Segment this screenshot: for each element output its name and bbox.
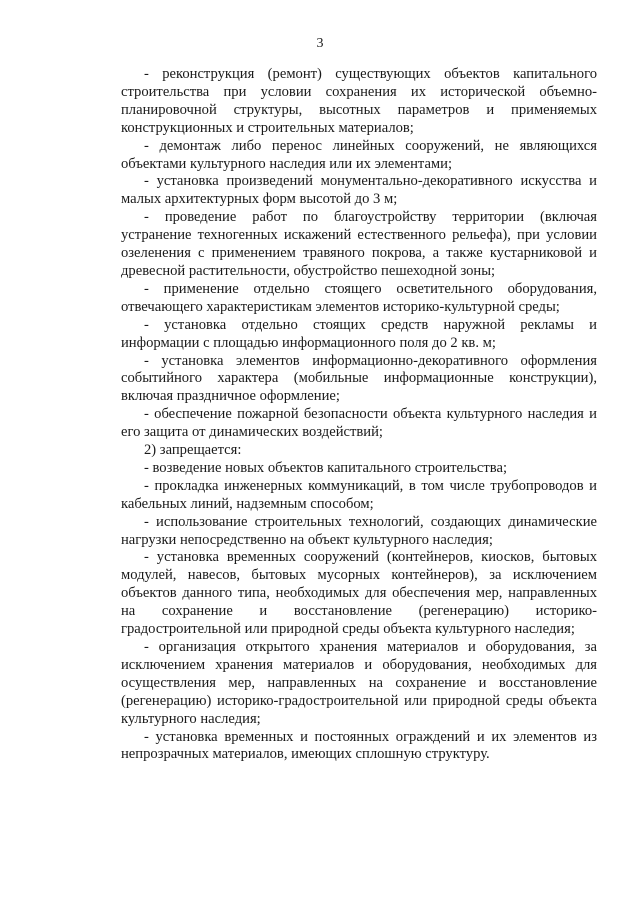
- page-number: 3: [316, 36, 324, 51]
- paragraph-new-construction: - возведение новых объектов капитального строительства;: [144, 459, 508, 476]
- paragraph-fire-safety: - обеспечение пожарной безопасности объекта культурного наследия и его защита от динамических воздействий;: [121, 406, 597, 441]
- paragraph-reconstruction: - реконструкция (ремонт) существующих объектов капитального строительства при условии сохранения их исторической объемно-планировочной структуры, высотных параметров и применяемых конструкционных и строительных материалов;: [121, 66, 597, 136]
- paragraph-dismantling: - демонтаж либо перенос линейных сооружений, не являющихся объектами культурного наследия или их элементами;: [121, 137, 597, 172]
- paragraph-temporary-structures: - установка временных сооружений (контейнеров, киосков, бытовых модулей, навесов, бытовых мусорных контейнеров), за исключением объектов данного типа, необходимых для обеспечения мер, направленных на сохранение и восстановление (регенерацию) историко-градостроительной или природной среды объекта культурного наследия;: [121, 549, 597, 638]
- paragraph-open-storage: - организация открытого хранения материалов и оборудования, за исключением хранения материалов и оборудования, необходимых для осуществления мер, направленных на сохранение и восстановление (регенерацию) историко-градостроительной или природной среды объекта культурного наследия;: [121, 639, 597, 727]
- paragraph-advertising: - установка отдельно стоящих средств наружной рекламы и информации с площадью информационного поля до 2 кв. м;: [121, 316, 597, 351]
- paragraph-fences: - установка временных и постоянных ограждений и их элементов из непрозрачных материалов, имеющих сплошную структуру.: [121, 728, 597, 763]
- paragraph-utilities: - прокладка инженерных коммуникаций, в том числе трубопроводов и кабельных линий, надземным способом;: [121, 477, 597, 512]
- paragraph-lighting: - применение отдельно стоящего осветительного оборудования, отвечающего характеристикам элементов историко-культурной среды;: [121, 280, 597, 315]
- paragraph-decorative-design: - установка элементов информационно-декоративного оформления событийного характера (мобильные информационные конструкции), включая праздничное оформление;: [121, 352, 597, 405]
- paragraph-landscaping: - проведение работ по благоустройству территории (включая устранение техногенных искажений естественного рельефа), при условии озеленения с применением травяного покрова, а также кустарниковой и древесной растительности, обустройство пешеходной зоны;: [121, 209, 597, 279]
- paragraph-construction-technologies: - использование строительных технологий, создающих динамические нагрузки непосредственно на объект культурного наследия;: [121, 513, 597, 548]
- paragraph-monumental-art: - установка произведений монументально-декоративного искусства и малых архитектурных форм высотой до 3 м;: [121, 173, 597, 208]
- document-body: [121, 66, 597, 764]
- section-heading-prohibited: 2) запрещается:: [144, 442, 242, 459]
